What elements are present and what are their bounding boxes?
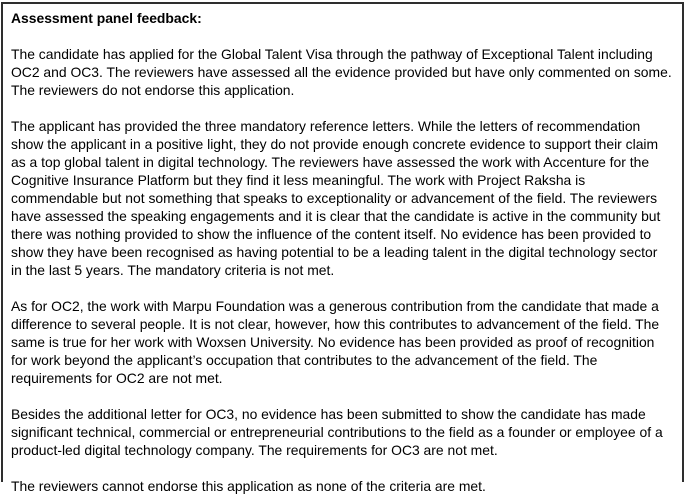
feedback-paragraph-overview: The candidate has applied for the Global Talent Visa through the pathway of Exceptional Talent including OC2 and OC3. The reviewers have assessed all the evidence provided but have only commented on some. The reviewers do not endorse this application. — [11, 46, 672, 98]
feedback-paragraph-conclusion: The reviewers cannot endorse this application as none of the criteria are met. — [11, 478, 486, 494]
feedback-paragraph-oc2: As for OC2, the work with Marpu Foundation was a generous contribution from the candidate that made a difference to several people. It is not clear, however, how this contributes to advancement of the field. The same is true for her work with Woxsen University. No evidence has been provided as proof of recognition for work beyond the applicant’s occupation that contributes to the advancement of the field. The requirements for OC2 are not met. — [11, 298, 660, 386]
feedback-paragraph-oc3: Besides the additional letter for OC3, no evidence has been submitted to show the candidate has made significant technical, commercial or entrepreneurial contributions to the field as a founder or employee of a product-led digital technology company. The requirements for OC3 are not met. — [11, 406, 663, 458]
panel-heading: Assessment panel feedback: — [11, 10, 202, 26]
feedback-paragraph-mandatory-criteria: The applicant has provided the three mandatory reference letters. While the letters of recommendation show the applicant in a positive light, they do not provide enough concrete evidence to support their claim as a top global talent in digital technology. The reviewers have assessed the work with Accenture for the Cognitive Insurance Platform but they find it less meaningful. The work with Project Raksha is commendable but not something that speaks to exceptionality or advancement of the field. The reviewers have assessed the speaking engagements and it is clear that the candidate is active in the community but there was nothing provided to show the influence of the content itself. No evidence has been provided to show they have been recognised as having potential to be a leading talent in the digital technology sector in the last 5 years. The mandatory criteria is not met. — [11, 118, 661, 278]
assessment-feedback-panel — [1, 2, 684, 494]
